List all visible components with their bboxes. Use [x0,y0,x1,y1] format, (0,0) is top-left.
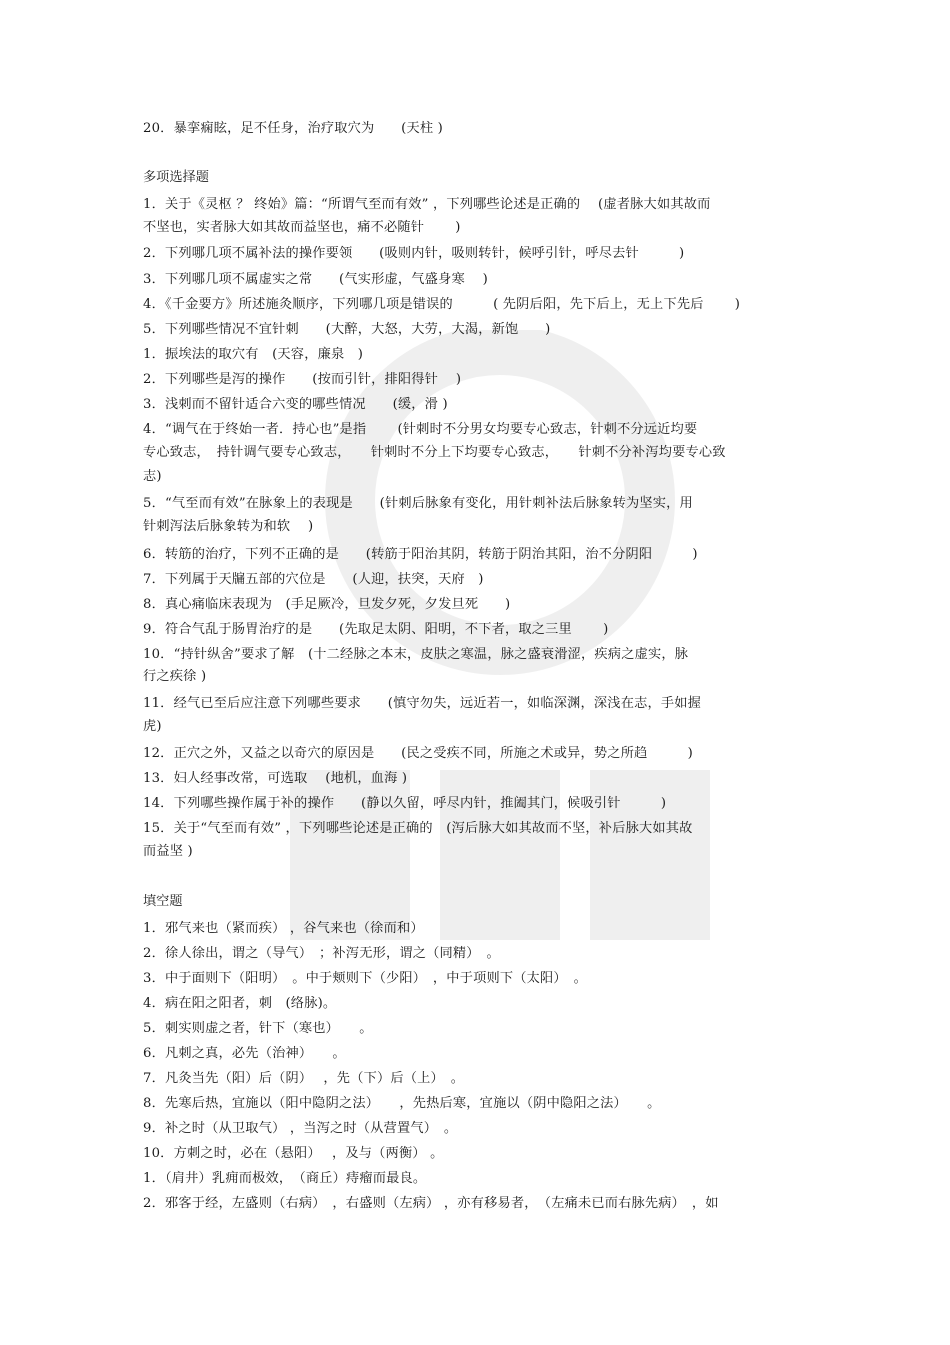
multi-line: 8．真心痛临床表现为 (手足厥冷，旦发夕死，夕发旦死 ) [143,597,511,612]
multi-line: 而益坚 ) [143,844,193,859]
fill-line: 1．邪气来也（紧而疾） ，谷气来也（徐而和） [143,921,424,936]
fill-line: 3．中于面则下（阳明） 。中于颊则下（少阳） ，中于项则下（太阳） 。 [143,971,587,986]
fill-line: 7．凡灸当先（阳）后（阴） ，先（下）后（上） 。 [143,1071,465,1086]
fill-line: 9．补之时（从卫取气） ，当泻之时（从营置气） 。 [143,1121,458,1136]
multi-line: 6．转筋的治疗，下列不正确的是 (转筋于阳治其阴，转筋于阴治其阳，治不分阴阳 ) [143,547,698,562]
multi-line: 2．下列哪几项不属补法的操作要领 (吸则内针，吸则转针，候呼引针，呼尽去针 ) [143,246,685,261]
fill-line: 8．先寒后热，宜施以（阳中隐阴之法） ，先热后寒，宜施以（阴中隐阳之法） 。 [143,1096,661,1111]
multi-line: 1．关于《灵枢 ？ 终始》篇：“所谓气至而有效” ，下列哪些论述是正确的 (虚者脉大如其故而 [143,197,711,212]
multi-line: 虎) [143,719,162,734]
multi-line: 14．下列哪些操作属于补的操作 (静以久留，呼尽内针，推阖其门，候吸引针 ) [143,796,667,811]
multi-line: 4．《千金要方》所述施灸顺序，下列哪几项是错误的 ( 先阴后阳，先下后上，无上下先后 ) [143,297,741,312]
fill-line: 5．刺实则虚之者，针下（寒也） 。 [143,1021,373,1036]
multi-line: 13．妇人经事改常，可选取 (地机，血海 ) [143,771,408,786]
multi-line: 15．关于“气至而有效” ，下列哪些论述是正确的 (泻后脉大如其故而不坚，补后脉大如其故 [143,821,693,836]
section-title-fill-in: 填空题 [143,894,183,909]
multi-line: 专心致志， 持针调气要专心致志， 针刺时不分上下均要专心致志， 针刺不分补泻均要专心致 [143,445,726,460]
multi-line: 不坚也，实者脉大如其故而益坚也，痛不必随针 ) [143,220,461,235]
fill-line: 6．凡刺之真，必先（治神） 。 [143,1046,346,1061]
fill-line: 10．方刺之时，必在（悬阳） ，及与（两衡） 。 [143,1146,444,1161]
question-20-line: 20．暴挛痫眩，足不任身，治疗取穴为 (天柱 ) [143,121,444,136]
multi-line: 5．下列哪些情况不宜针刺 (大醉，大怒，大劳，大渴，新饱 ) [143,322,551,337]
multi-line: 2．下列哪些是泻的操作 (按而引针，排阳得针 ) [143,372,462,387]
multi-line: 9．符合气乱于肠胃治疗的是 (先取足太阴、阳明，不下者，取之三里 ) [143,622,609,637]
fill-line: 1．（肩井）乳痈而极效， （商丘）痔瘤而最良。 [143,1171,427,1186]
multi-line: 4．“调气在于终始一者．持心也”是指 (针刺时不分男女均要专心致志，针刺不分远近均要 [143,422,698,437]
multi-line: 3．下列哪几项不属虚实之常 (气实形虚，气盛身寒 ) [143,272,488,287]
multi-line: 7．下列属于天牖五部的穴位是 (人迎，扶突，天府 ) [143,572,484,587]
section-title-multiple-choice: 多项选择题 [143,170,209,185]
multi-line: 志) [143,469,162,484]
multi-line: 针刺泻法后脉象转为和软 ) [143,519,314,534]
multi-line: 1．振埃法的取穴有 (天容，廉泉 ) [143,347,364,362]
multi-line: 行之疾徐 ) [143,669,207,684]
multi-line: 5．“气至而有效”在脉象上的表现是 (针刺后脉象有变化，用针刺补法后脉象转为坚实，用 [143,496,693,511]
multi-line: 12．正穴之外，又益之以奇穴的原因是 (民之受疾不同，所施之术或异，势之所趋 ) [143,746,693,761]
multi-line: 10．“持针纵舍”要求了解 (十二经脉之本末，皮肤之寒温，脉之盛衰滑涩，疾病之虚实，脉 [143,647,689,662]
multi-line: 11．经气已至后应注意下列哪些要求 (慎守勿失，远近若一，如临深渊，深浅在志，手如握 [143,696,702,711]
fill-line: 2．徐人徐出，谓之（导气） ；补泻无形，谓之（同精） 。 [143,946,500,961]
multi-line: 3．浅刺而不留针适合六变的哪些情况 (缓，滑 ) [143,397,448,412]
fill-line: 2．邪客于经，左盛则（右病） ，右盛则（左病） ，亦有移易者， （左痛未已而右脉先病） ，如 [143,1196,719,1211]
fill-line: 4．病在阳之阳者，刺 (络脉)。 [143,996,337,1011]
